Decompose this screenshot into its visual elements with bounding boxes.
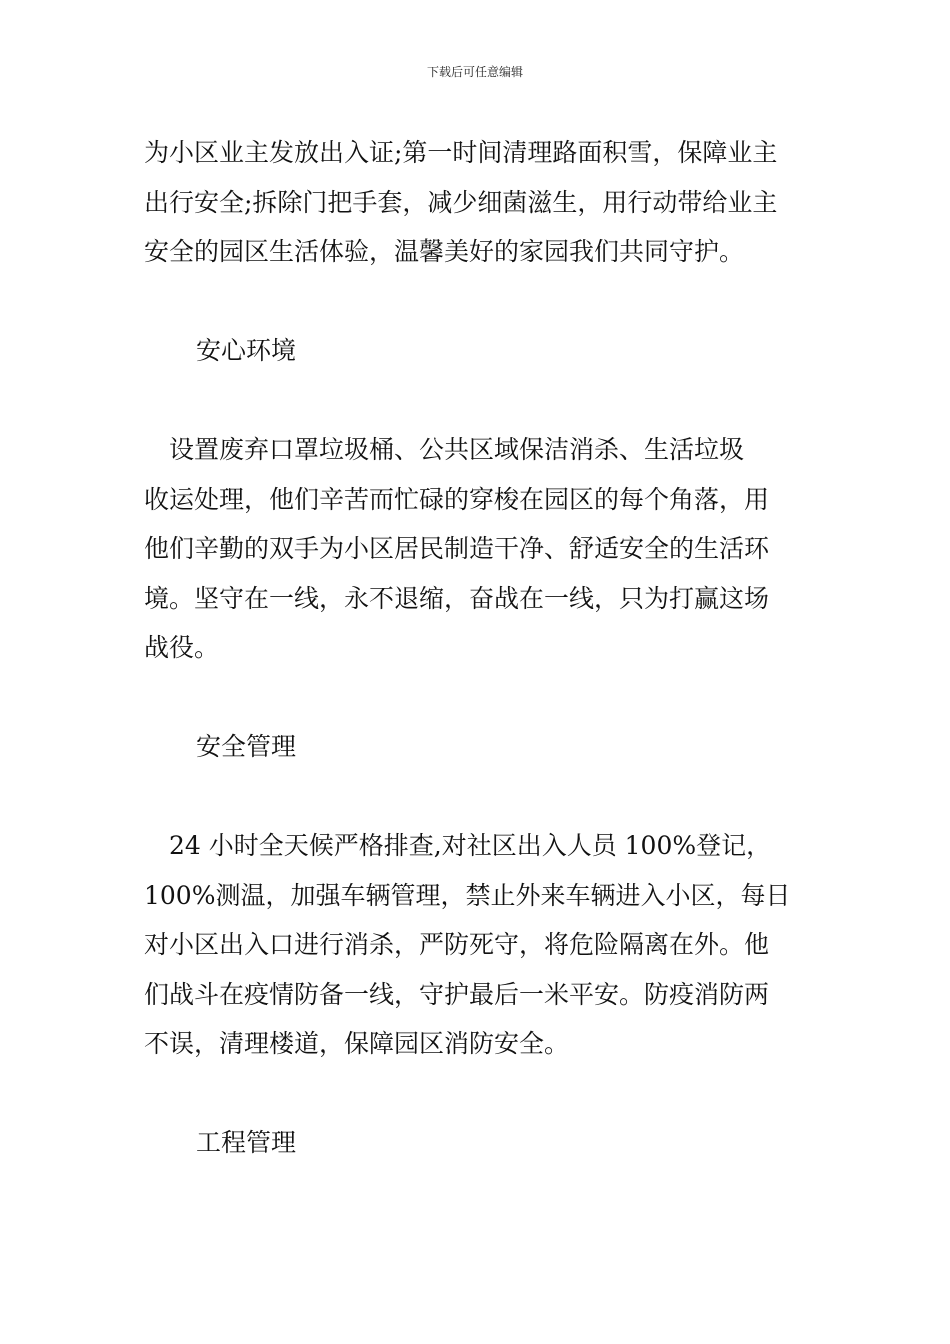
paragraph-line: 为小区业主发放出入证;第一时间清理路面积雪，保障业主 <box>144 138 778 167</box>
paragraph-line: 安全的园区生活体验，温馨美好的家园我们共同守护。 <box>144 237 745 266</box>
paragraph-line: 境。坚守在一线，永不退缩，奋战在一线，只为打赢这场 <box>144 583 770 613</box>
paragraph-gap <box>144 376 812 426</box>
section-heading-engineering: 工程管理 <box>196 1128 297 1157</box>
section-heading-safety: 安全管理 <box>196 732 297 761</box>
paragraph-line: 他们辛勤的双手为小区居民制造干净、舒适安全的生活环 <box>144 534 770 563</box>
intro-paragraph <box>144 128 812 277</box>
safety-paragraph <box>144 821 812 1069</box>
paragraph-line: 设置废弃口罩垃圾桶、公共区域保洁消杀、生活垃圾 <box>144 435 745 464</box>
document-body <box>144 128 812 1168</box>
paragraph-gap <box>144 277 812 327</box>
paragraph-line: 对小区出入口进行消杀，严防死守，将危险隔离在外。他 <box>144 930 770 959</box>
paragraph-gap <box>144 673 812 723</box>
paragraph-line: 100%测温，加强车辆管理，禁止外来车辆进入小区，每日 <box>144 880 791 910</box>
paragraph-line: 战役。 <box>144 633 220 662</box>
paragraph-line: 收运处理，他们辛苦而忙碌的穿梭在园区的每个角落，用 <box>144 484 770 514</box>
paragraph-line: 24 小时全天候严格排查,对社区出入人员 100%登记， <box>144 831 772 860</box>
paragraph-line: 出行安全;拆除门把手套，减少细菌滋生，用行动带给业主 <box>144 187 778 217</box>
section-heading-environment: 安心环境 <box>196 336 297 365</box>
paragraph-gap <box>144 772 812 822</box>
paragraph-gap <box>144 1069 812 1119</box>
paragraph-line: 不误，清理楼道，保障园区消防安全。 <box>144 1029 570 1058</box>
page-header: 下载后可任意编辑 <box>426 65 523 79</box>
paragraph-line: 们战斗在疫情防备一线，守护最后一米平安。防疫消防两 <box>144 979 770 1009</box>
environment-paragraph <box>144 425 812 673</box>
